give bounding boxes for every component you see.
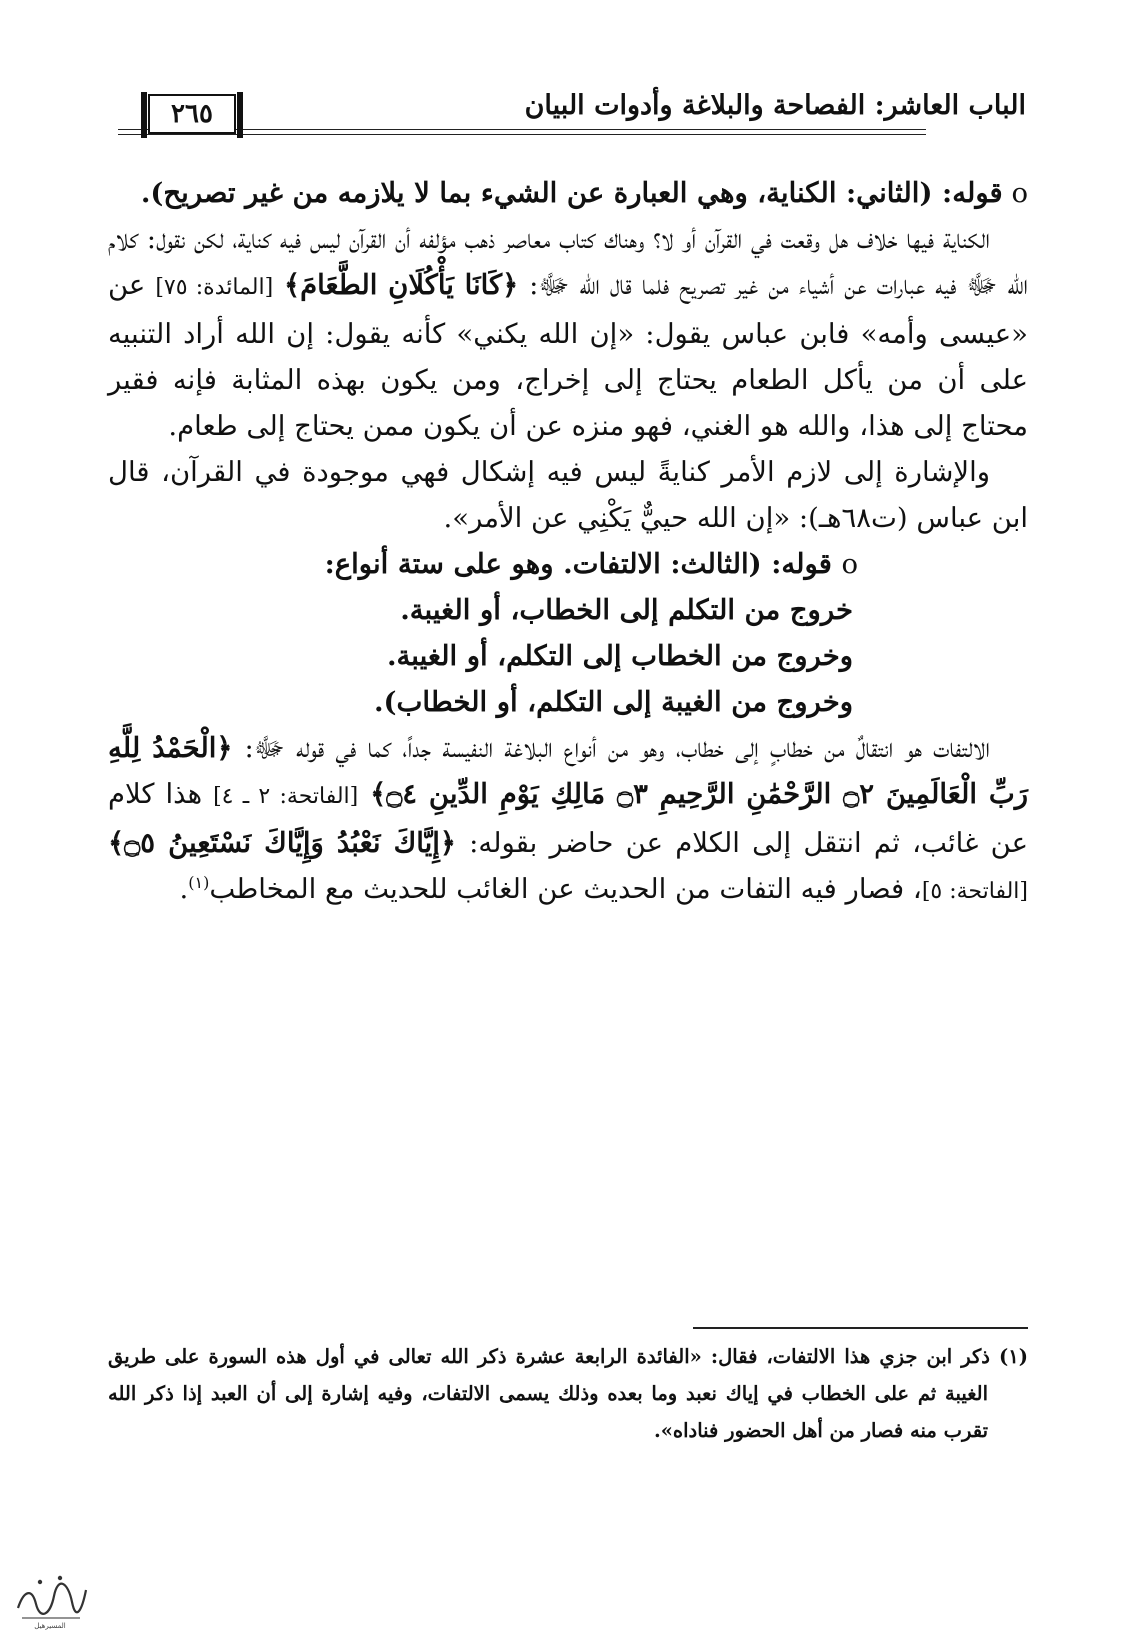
verse-reference: [الفاتحة: ٢ ـ ٤]	[213, 784, 359, 809]
quran-verse: ﴿الْحَمْدُ لِلَّهِ رَبِّ الْعَالَمِينَ ۝٢ الرَّحْمَٰنِ الرَّحِيمِ ۝٣ مَالِكِ يَوْمِ الدِّينِ ۝٤﴾	[108, 732, 1028, 810]
paragraph	[108, 216, 1028, 449]
lead-word: قوله:	[771, 548, 832, 580]
page-number: ٢٦٥	[148, 94, 236, 134]
footnote-divider	[693, 1327, 1028, 1329]
paragraph-text: الكناية فيها خلاف هل وقعت في القرآن أو لا؟ وهناك كتاب معاصر ذهب مؤلفه أن القرآن ليس فيه كناية، لكن نقول: كلام الله ﷻ فيه عبارات عن أشياء من غير تصريح فلما قال الله ﷻ:	[107, 223, 1028, 301]
list-item: وخروج من الخطاب إلى التكلم، أو الغيبة.	[386, 640, 853, 672]
publisher-logo	[10, 1560, 90, 1630]
paragraph-text: والإشارة إلى لازم الأمر كنايةً ليس فيه إشكال فهي موجودة في القرآن، قال ابن عباس (ت٦٨هـ): «إن الله حييٌّ يَكْنِي عن الأمر».	[108, 456, 1028, 534]
verse-reference: [الفاتحة: ٥]	[921, 879, 1028, 904]
footnote-text: ذكر ابن جزي هذا الالتفات، فقال: «الفائدة الرابعة عشرة ذكر الله تعالى في أول هذه السورة على طريق الغيبة ثم على الخطاب في إياك نعبد وما بعده وذلك يسمى الالتفات، وفيه إشارة إلى أن العبد إذا ذكر الله تقرب منه فصار من أهل الحضور فناداه».	[108, 1345, 1000, 1442]
paragraph-text: هذا كلام عن غائب، ثم انتقل إلى الكلام عن حاضر بقوله:	[108, 778, 1028, 859]
paragraph-text: الالتفات هو انتقالٌ من خطابٍ إلى خطاب، وهو من أنواع البلاغة النفيسة جداً، كما في قوله ﷻ:	[244, 732, 990, 764]
list-item: خروج من التكلم إلى الخطاب، أو الغيبة.	[400, 594, 853, 626]
footnote-number: (١)	[999, 1345, 1028, 1368]
bullet-marker: o	[1011, 177, 1028, 209]
quran-verse: ﴿كَانَا يَأْكُلَانِ الطَّعَامَ﴾	[273, 269, 530, 301]
paragraph-text: عن «عيسى وأمه» فابن عباس يقول: «إن الله يكني» كأنه يقول: إن الله أراد التنبيه على أن من يأكل الطعام يحتاج إلى إخراج، ومن يكون بهذه المثابة فإنه فقير محتاج إلى هذا، والله هو الغني، فهو منزه عن أن يكون ممن يحتاج إلى طعام.	[108, 269, 1028, 442]
main-text	[108, 170, 1028, 915]
lead-word: قوله:	[942, 177, 1003, 209]
quran-verse: ﴿إِيَّاكَ نَعْبُدُ وَإِيَّاكَ نَسْتَعِينُ ۝٥﴾	[108, 827, 470, 859]
paragraph	[108, 449, 1028, 541]
page-header	[118, 88, 1026, 138]
bullet-marker: o	[841, 548, 858, 580]
list-item: وخروج من الغيبة إلى التكلم، أو الخطاب).	[373, 686, 853, 718]
quoted-text: (الثاني: الكناية، وهي العبارة عن الشيء بما لا يلازمه من غير تصريح).	[140, 177, 943, 209]
paragraph	[108, 541, 1028, 587]
paragraph-text: .	[179, 873, 189, 905]
footnote-reference[interactable]: (١)	[188, 872, 210, 892]
paragraph	[108, 170, 1028, 216]
verse-reference: [المائدة: ٧٥]	[155, 275, 274, 300]
paragraph-text: ، فصار فيه التفات من الحديث عن الغائب للحديث مع المخاطب	[209, 873, 922, 905]
footnote	[108, 1338, 1028, 1449]
logo-text: المسيرهيل	[34, 1622, 66, 1630]
chapter-title: الباب العاشر: الفصاحة والبلاغة وأدوات البيان	[524, 90, 1026, 121]
paragraph	[108, 725, 1028, 915]
quoted-text: (الثالث: الالتفات. وهو على ستة أنواع:	[324, 548, 772, 580]
